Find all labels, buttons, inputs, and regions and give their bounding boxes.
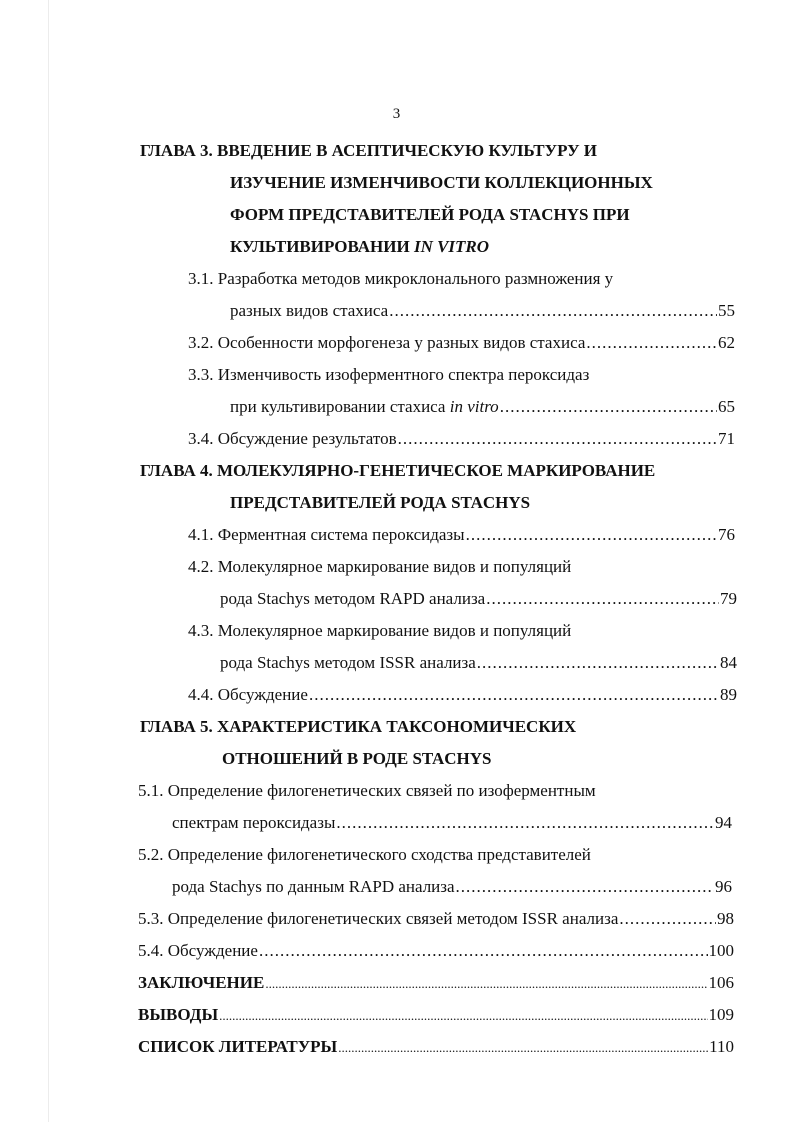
toc-entry-text: рода Stachys по данным RAPD анализа <box>172 877 455 896</box>
chapter-4-title-line-2: ПРЕДСТАВИТЕЛЕЙ РОДА STACHYS <box>230 493 531 512</box>
toc-entry-text: 4.4. Обсуждение <box>188 685 308 704</box>
toc-entry-text: разных видов стахиса <box>230 301 389 320</box>
toc-entry-text: рода Stachys методом ISSR анализа <box>220 653 476 672</box>
chapter-3-title-text: КУЛЬТИВИРОВАНИИ <box>230 237 410 256</box>
dot-leader <box>265 973 707 995</box>
toc-3-3-line-1[interactable]: 3.3. Изменчивость изоферментного спектра пероксидаз <box>188 365 590 384</box>
dot-leader <box>259 940 708 962</box>
toc-entry-4-4[interactable] <box>188 684 737 706</box>
toc-entry-4-2[interactable] <box>220 588 737 610</box>
toc-entry-text: СПИСОК ЛИТЕРАТУРЫ <box>138 1037 338 1056</box>
toc-entry-text: ВЫВОДЫ <box>138 1005 219 1024</box>
toc-entry-conclusion[interactable] <box>138 972 734 995</box>
dot-leader <box>456 876 714 898</box>
dot-leader <box>466 524 717 546</box>
toc-entry-text: 5.4. Обсуждение <box>138 941 258 960</box>
toc-page-number: 76 <box>718 525 735 544</box>
toc-page-number: 71 <box>718 429 735 448</box>
chapter-5-title-line-1: ГЛАВА 5. ХАРАКТЕРИСТИКА ТАКСОНОМИЧЕСКИХ <box>140 717 577 736</box>
page-number: 3 <box>392 106 401 122</box>
dot-leader <box>309 684 719 706</box>
toc-entry-5-4[interactable] <box>138 940 734 962</box>
toc-entry-text: 3.2. Особенности морфогенеза у разных видов стахиса <box>188 333 586 352</box>
toc-entry-5-2[interactable] <box>172 876 732 898</box>
toc-page-number: 65 <box>718 397 735 416</box>
dot-leader <box>486 588 719 610</box>
toc-page-number: 55 <box>718 301 735 320</box>
toc-5-2-line-1[interactable]: 5.2. Определение филогенетического сходства представителей <box>138 845 591 864</box>
dot-leader <box>336 812 714 834</box>
toc-entry-text: спектрам пероксидазы <box>172 813 336 832</box>
chapter-5-title-line-2: ОТНОШЕНИЙ В РОДЕ STACHYS <box>222 749 492 768</box>
toc-page-number: 100 <box>708 941 734 960</box>
chapter-3-title-line-4 <box>230 236 489 258</box>
toc-entry-4-3[interactable] <box>220 652 737 674</box>
toc-page-number: 94 <box>715 813 732 832</box>
toc-page-number: 98 <box>717 909 734 928</box>
chapter-3-title-line-2: ИЗУЧЕНИЕ ИЗМЕНЧИВОСТИ КОЛЛЕКЦИОННЫХ <box>230 173 653 192</box>
chapter-3-title-line-3: ФОРМ ПРЕДСТАВИТЕЛЕЙ РОДА STACHYS ПРИ <box>230 205 630 224</box>
dot-leader <box>619 908 716 930</box>
toc-entry-3-1[interactable] <box>230 300 735 322</box>
toc-entry-5-3[interactable] <box>138 908 734 930</box>
toc-entry-conclusions[interactable] <box>138 1004 734 1027</box>
toc-entry-4-1[interactable] <box>188 524 735 546</box>
toc-entry-3-4[interactable] <box>188 428 735 450</box>
dot-leader <box>389 300 717 322</box>
toc-page-number: 109 <box>708 1005 734 1024</box>
toc-entry-3-2[interactable] <box>188 332 735 354</box>
toc-entry-text <box>230 396 499 418</box>
dot-leader <box>477 652 719 674</box>
chapter-4-title-line-1: ГЛАВА 4. МОЛЕКУЛЯРНО-ГЕНЕТИЧЕСКОЕ МАРКИРОВАНИЕ <box>140 461 656 480</box>
toc-entry-3-3[interactable] <box>230 396 735 418</box>
toc-entry-text-main: при культивировании стахиса <box>230 397 446 416</box>
dot-leader <box>219 1005 707 1027</box>
toc-5-1-line-1[interactable]: 5.1. Определение филогенетических связей по изоферментным <box>138 781 596 800</box>
toc-page-number: 96 <box>715 877 732 896</box>
toc-entry-references[interactable] <box>138 1036 734 1059</box>
toc-4-2-line-1[interactable]: 4.2. Молекулярное маркирование видов и популяций <box>188 557 572 576</box>
toc-page-number: 84 <box>720 653 737 672</box>
chapter-3-title-line-1: ГЛАВА 3. ВВЕДЕНИЕ В АСЕПТИЧЕСКУЮ КУЛЬТУРУ И <box>140 141 598 160</box>
toc-page-number: 79 <box>720 589 737 608</box>
toc-3-1-line-1[interactable]: 3.1. Разработка методов микроклонального размножения у <box>188 269 614 288</box>
dot-leader <box>398 428 717 450</box>
toc-page-number: 89 <box>720 685 737 704</box>
toc-page-number: 106 <box>708 973 734 992</box>
toc-entry-text: рода Stachys методом RAPD анализа <box>220 589 486 608</box>
toc-entry-text-italic: in vitro <box>449 397 499 416</box>
toc-entry-text: ЗАКЛЮЧЕНИЕ <box>138 973 265 992</box>
toc-entry-text: 3.4. Обсуждение результатов <box>188 429 397 448</box>
toc-entry-text: 4.1. Ферментная система пероксидазы <box>188 525 465 544</box>
toc-entry-5-1[interactable] <box>172 812 732 834</box>
toc-page-number: 62 <box>718 333 735 352</box>
chapter-3-title-italic: IN VITRO <box>413 237 490 256</box>
dot-leader <box>500 396 717 418</box>
toc-4-3-line-1[interactable]: 4.3. Молекулярное маркирование видов и популяций <box>188 621 572 640</box>
toc-page-number: 110 <box>709 1037 734 1056</box>
dot-leader <box>338 1037 708 1059</box>
toc-entry-text: 5.3. Определение филогенетических связей методом ISSR анализа <box>138 909 619 928</box>
page-edge-shadow <box>48 0 49 1122</box>
dot-leader <box>586 332 717 354</box>
